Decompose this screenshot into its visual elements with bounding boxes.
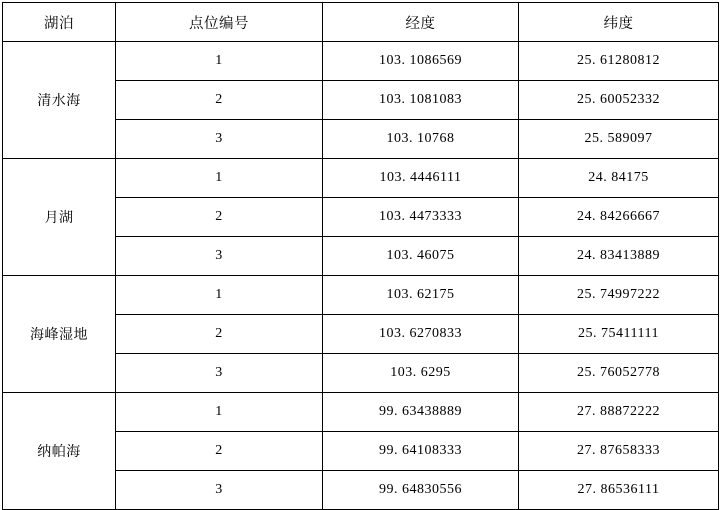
longitude-cell: 103. 1086569	[323, 42, 519, 81]
point-id-cell: 1	[116, 276, 323, 315]
lake-sampling-points-table	[2, 2, 719, 510]
latitude-cell: 25. 76052778	[519, 354, 719, 393]
point-id-cell: 1	[116, 393, 323, 432]
lake-cell: 清水海	[3, 42, 116, 159]
point-id-cell: 3	[116, 354, 323, 393]
table-row	[3, 393, 719, 432]
point-id-cell: 2	[116, 81, 323, 120]
latitude-cell: 25. 61280812	[519, 42, 719, 81]
column-header-point-id: 点位编号	[116, 3, 323, 42]
table-row	[3, 276, 719, 315]
latitude-cell: 25. 589097	[519, 120, 719, 159]
longitude-cell: 103. 6270833	[323, 315, 519, 354]
longitude-cell: 99. 63438889	[323, 393, 519, 432]
longitude-cell: 103. 62175	[323, 276, 519, 315]
point-id-cell: 3	[116, 120, 323, 159]
table-header	[3, 3, 719, 42]
longitude-cell: 103. 1081083	[323, 81, 519, 120]
latitude-cell: 27. 86536111	[519, 471, 719, 510]
column-header-lake: 湖泊	[3, 3, 116, 42]
table-row	[3, 42, 719, 81]
point-id-cell: 3	[116, 237, 323, 276]
latitude-cell: 24. 84175	[519, 159, 719, 198]
point-id-cell: 2	[116, 198, 323, 237]
latitude-cell: 27. 88872222	[519, 393, 719, 432]
table-row	[3, 159, 719, 198]
latitude-cell: 24. 83413889	[519, 237, 719, 276]
lake-cell: 海峰湿地	[3, 276, 116, 393]
lake-cell: 纳帕海	[3, 393, 116, 510]
point-id-cell: 2	[116, 432, 323, 471]
longitude-cell: 103. 4473333	[323, 198, 519, 237]
table-header-row	[3, 3, 719, 42]
longitude-cell: 99. 64830556	[323, 471, 519, 510]
latitude-cell: 25. 74997222	[519, 276, 719, 315]
longitude-cell: 103. 46075	[323, 237, 519, 276]
latitude-cell: 24. 84266667	[519, 198, 719, 237]
point-id-cell: 1	[116, 42, 323, 81]
longitude-cell: 99. 64108333	[323, 432, 519, 471]
latitude-cell: 27. 87658333	[519, 432, 719, 471]
latitude-cell: 25. 60052332	[519, 81, 719, 120]
column-header-longitude: 经度	[323, 3, 519, 42]
longitude-cell: 103. 6295	[323, 354, 519, 393]
point-id-cell: 3	[116, 471, 323, 510]
point-id-cell: 1	[116, 159, 323, 198]
lake-cell: 月湖	[3, 159, 116, 276]
column-header-latitude: 纬度	[519, 3, 719, 42]
longitude-cell: 103. 4446111	[323, 159, 519, 198]
point-id-cell: 2	[116, 315, 323, 354]
latitude-cell: 25. 75411111	[519, 315, 719, 354]
longitude-cell: 103. 10768	[323, 120, 519, 159]
table-body	[3, 42, 719, 510]
